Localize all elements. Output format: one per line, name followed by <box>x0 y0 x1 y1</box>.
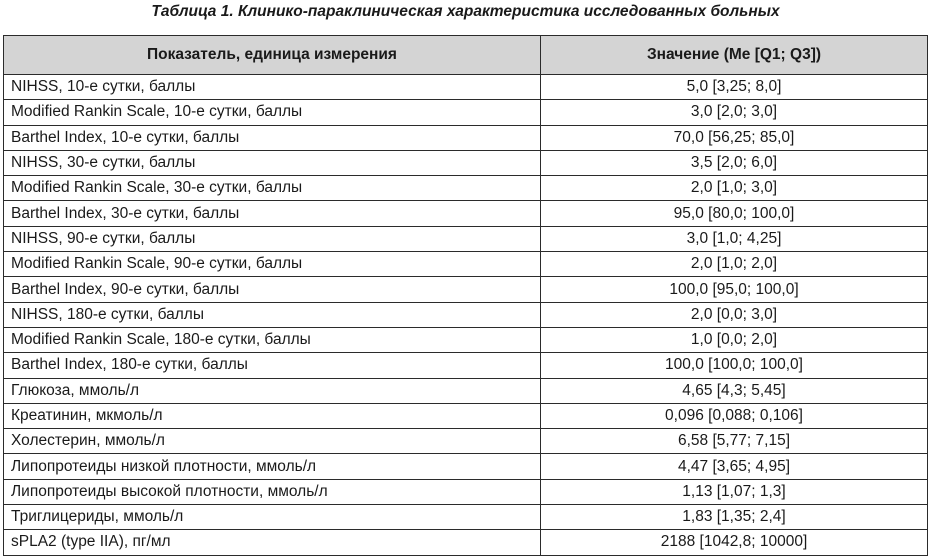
table-row <box>4 252 928 277</box>
row-label: sPLA2 (type IIA), пг/мл <box>4 530 541 555</box>
table-row <box>4 100 928 125</box>
row-value: 2,0 [1,0; 2,0] <box>541 252 928 277</box>
row-value: 3,5 [2,0; 6,0] <box>541 150 928 175</box>
row-value: 70,0 [56,25; 85,0] <box>541 125 928 150</box>
row-label: Modified Rankin Scale, 30-е сутки, баллы <box>4 176 541 201</box>
table-row <box>4 201 928 226</box>
row-label: NIHSS, 10-е сутки, баллы <box>4 75 541 100</box>
table-row <box>4 505 928 530</box>
table-row <box>4 150 928 175</box>
table-row <box>4 353 928 378</box>
row-value: 1,0 [0,0; 2,0] <box>541 327 928 352</box>
row-value: 100,0 [95,0; 100,0] <box>541 277 928 302</box>
row-value: 95,0 [80,0; 100,0] <box>541 201 928 226</box>
row-label: Barthel Index, 90-е сутки, баллы <box>4 277 541 302</box>
column-header-value: Значение (Me [Q1; Q3]) <box>541 36 928 75</box>
table-row <box>4 75 928 100</box>
row-label: Креатинин, мкмоль/л <box>4 403 541 428</box>
row-label: Липопротеиды низкой плотности, ммоль/л <box>4 454 541 479</box>
row-label: Modified Rankin Scale, 10-е сутки, баллы <box>4 100 541 125</box>
row-value: 4,47 [3,65; 4,95] <box>541 454 928 479</box>
row-label: NIHSS, 90-е сутки, баллы <box>4 226 541 251</box>
table-row <box>4 454 928 479</box>
row-label: Глюкоза, ммоль/л <box>4 378 541 403</box>
table-row <box>4 403 928 428</box>
row-value: 4,65 [4,3; 5,45] <box>541 378 928 403</box>
table-row <box>4 277 928 302</box>
row-label: Barthel Index, 180-е сутки, баллы <box>4 353 541 378</box>
table-row <box>4 176 928 201</box>
row-label: Modified Rankin Scale, 180-е сутки, баллы <box>4 327 541 352</box>
row-label: Barthel Index, 30-е сутки, баллы <box>4 201 541 226</box>
table-row <box>4 226 928 251</box>
table-row <box>4 327 928 352</box>
table-row <box>4 378 928 403</box>
row-value: 5,0 [3,25; 8,0] <box>541 75 928 100</box>
column-header-indicator: Показатель, единица измерения <box>4 36 541 75</box>
row-value: 1,13 [1,07; 1,3] <box>541 479 928 504</box>
row-value: 3,0 [1,0; 4,25] <box>541 226 928 251</box>
row-value: 2,0 [1,0; 3,0] <box>541 176 928 201</box>
row-value: 100,0 [100,0; 100,0] <box>541 353 928 378</box>
row-label: Липопротеиды высокой плотности, ммоль/л <box>4 479 541 504</box>
row-label: Barthel Index, 10-е сутки, баллы <box>4 125 541 150</box>
row-label: Modified Rankin Scale, 90-е сутки, баллы <box>4 252 541 277</box>
table-row <box>4 479 928 504</box>
row-label: Холестерин, ммоль/л <box>4 429 541 454</box>
row-label: NIHSS, 30-е сутки, баллы <box>4 150 541 175</box>
row-label: Триглицериды, ммоль/л <box>4 505 541 530</box>
row-value: 2188 [1042,8; 10000] <box>541 530 928 555</box>
table-row <box>4 530 928 555</box>
row-label: NIHSS, 180-е сутки, баллы <box>4 302 541 327</box>
table-header-row <box>4 36 928 75</box>
data-table <box>3 35 928 556</box>
table-row <box>4 302 928 327</box>
table-caption: Таблица 1. Клинико-параклиническая характеристика исследованных больных <box>151 3 780 20</box>
table-row <box>4 125 928 150</box>
row-value: 2,0 [0,0; 3,0] <box>541 302 928 327</box>
row-value: 1,83 [1,35; 2,4] <box>541 505 928 530</box>
row-value: 6,58 [5,77; 7,15] <box>541 429 928 454</box>
row-value: 3,0 [2,0; 3,0] <box>541 100 928 125</box>
table-row <box>4 429 928 454</box>
row-value: 0,096 [0,088; 0,106] <box>541 403 928 428</box>
